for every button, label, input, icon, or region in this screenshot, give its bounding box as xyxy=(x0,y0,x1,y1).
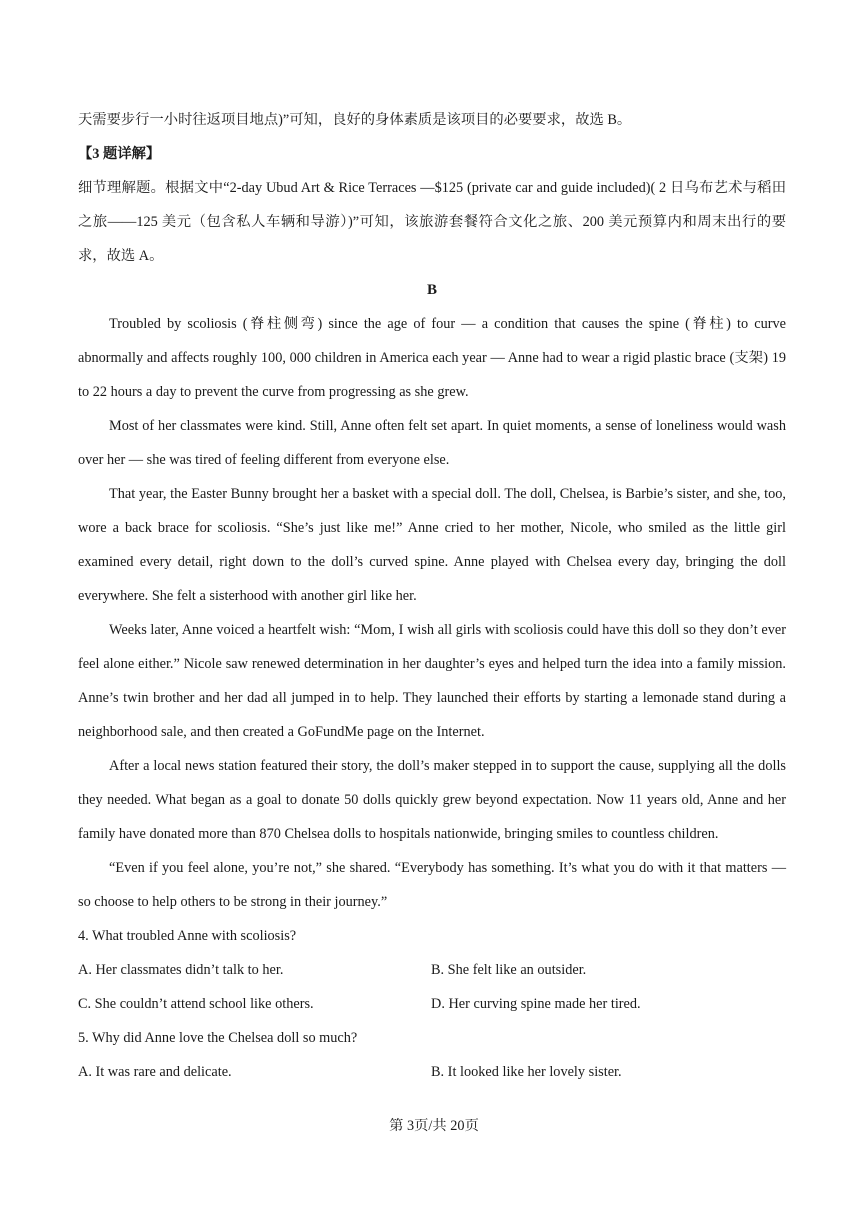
page-content xyxy=(78,103,786,1089)
section-b-label: B xyxy=(426,282,437,298)
q3-explanation-body: 细节理解题。根据文中“2-day Ubud Art & Rice Terraces —$125 (private car and guide included)( 2 日乌布艺术与稻田之旅——125 美元（包含私人车辆和导游）)”可知，该旅游套餐符合文化之旅、200 美元预算内和周末出行的要求，故选 A。 xyxy=(78,180,786,264)
question-4-option-c: C. She couldn’t attend school like others. xyxy=(78,996,314,1012)
explanation-continuation: 天需要步行一小时往返项目地点)”可知，良好的身体素质是该项目的必要要求，故选 B。 xyxy=(78,112,632,128)
q3-explanation-heading: 【3 题详解】 xyxy=(78,146,161,162)
question-5-options-row-1 xyxy=(78,1055,786,1089)
question-4-option-b: B. She felt like an outsider. xyxy=(431,962,587,978)
passage-paragraph: After a local news station featured their story, the doll’s maker stepped in to support the cause, supplying all the dolls they needed. What began as a goal to donate 50 dolls quickly grew beyond expectation. Now 11 years old, Anne and her family have donated more than 870 Chelsea dolls to hospitals nationwide, bringing smiles to countless children. xyxy=(78,758,786,842)
question-4-option-a: A. Her classmates didn’t talk to her. xyxy=(78,962,284,978)
question-4-option-d: D. Her curving spine made her tired. xyxy=(431,996,641,1012)
question-5-option-b: B. It looked like her lovely sister. xyxy=(431,1064,622,1080)
question-5-option-a: A. It was rare and delicate. xyxy=(78,1064,232,1080)
page-number: 第 3页/共 20页 xyxy=(389,1118,479,1134)
passage-paragraph: Most of her classmates were kind. Still, Anne often felt set apart. In quiet moments, a sense of loneliness would wash over her — she was tired of feeling different from everyone else. xyxy=(78,418,786,468)
question-4-options-row-1 xyxy=(78,953,786,987)
passage-paragraph: That year, the Easter Bunny brought her a basket with a special doll. The doll, Chelsea, is Barbie’s sister, and she, too, wore a back brace for scoliosis. “She’s just like me!” Anne cried to her mother, Nicole, who smiled as the little girl examined every detail, right down to the doll’s curved spine. Anne played with Chelsea every day, bringing the doll everywhere. She felt a sisterhood with another girl like her. xyxy=(78,486,786,604)
question-4-stem: 4. What troubled Anne with scoliosis? xyxy=(78,928,297,944)
passage-paragraph: Weeks later, Anne voiced a heartfelt wish: “Mom, I wish all girls with scoliosis could have this doll so they don’t ever feel alone either.” Nicole saw renewed determination in her daughter’s eyes and helped turn the idea into a family mission. Anne’s twin brother and her dad all jumped in to help. They launched their efforts by starting a lemonade stand during a neighborhood sale, and then created a GoFundMe page on the Internet. xyxy=(78,622,786,740)
passage-paragraph: “Even if you feel alone, you’re not,” she shared. “Everybody has something. It’s what you do with it that matters — so choose to help others to be strong in their journey.” xyxy=(78,860,786,910)
question-5-stem: 5. Why did Anne love the Chelsea doll so much? xyxy=(78,1030,358,1046)
question-4-options-row-2 xyxy=(78,987,786,1021)
passage-paragraph: Troubled by scoliosis (脊柱侧弯) since the age of four — a condition that causes the spine (脊柱) to curve abnormally and affects roughly 100, 000 children in America each year — Anne had to wear a rigid plastic brace (支架) 19 to 22 hours a day to prevent the curve from progressing as she grew. xyxy=(78,316,786,400)
